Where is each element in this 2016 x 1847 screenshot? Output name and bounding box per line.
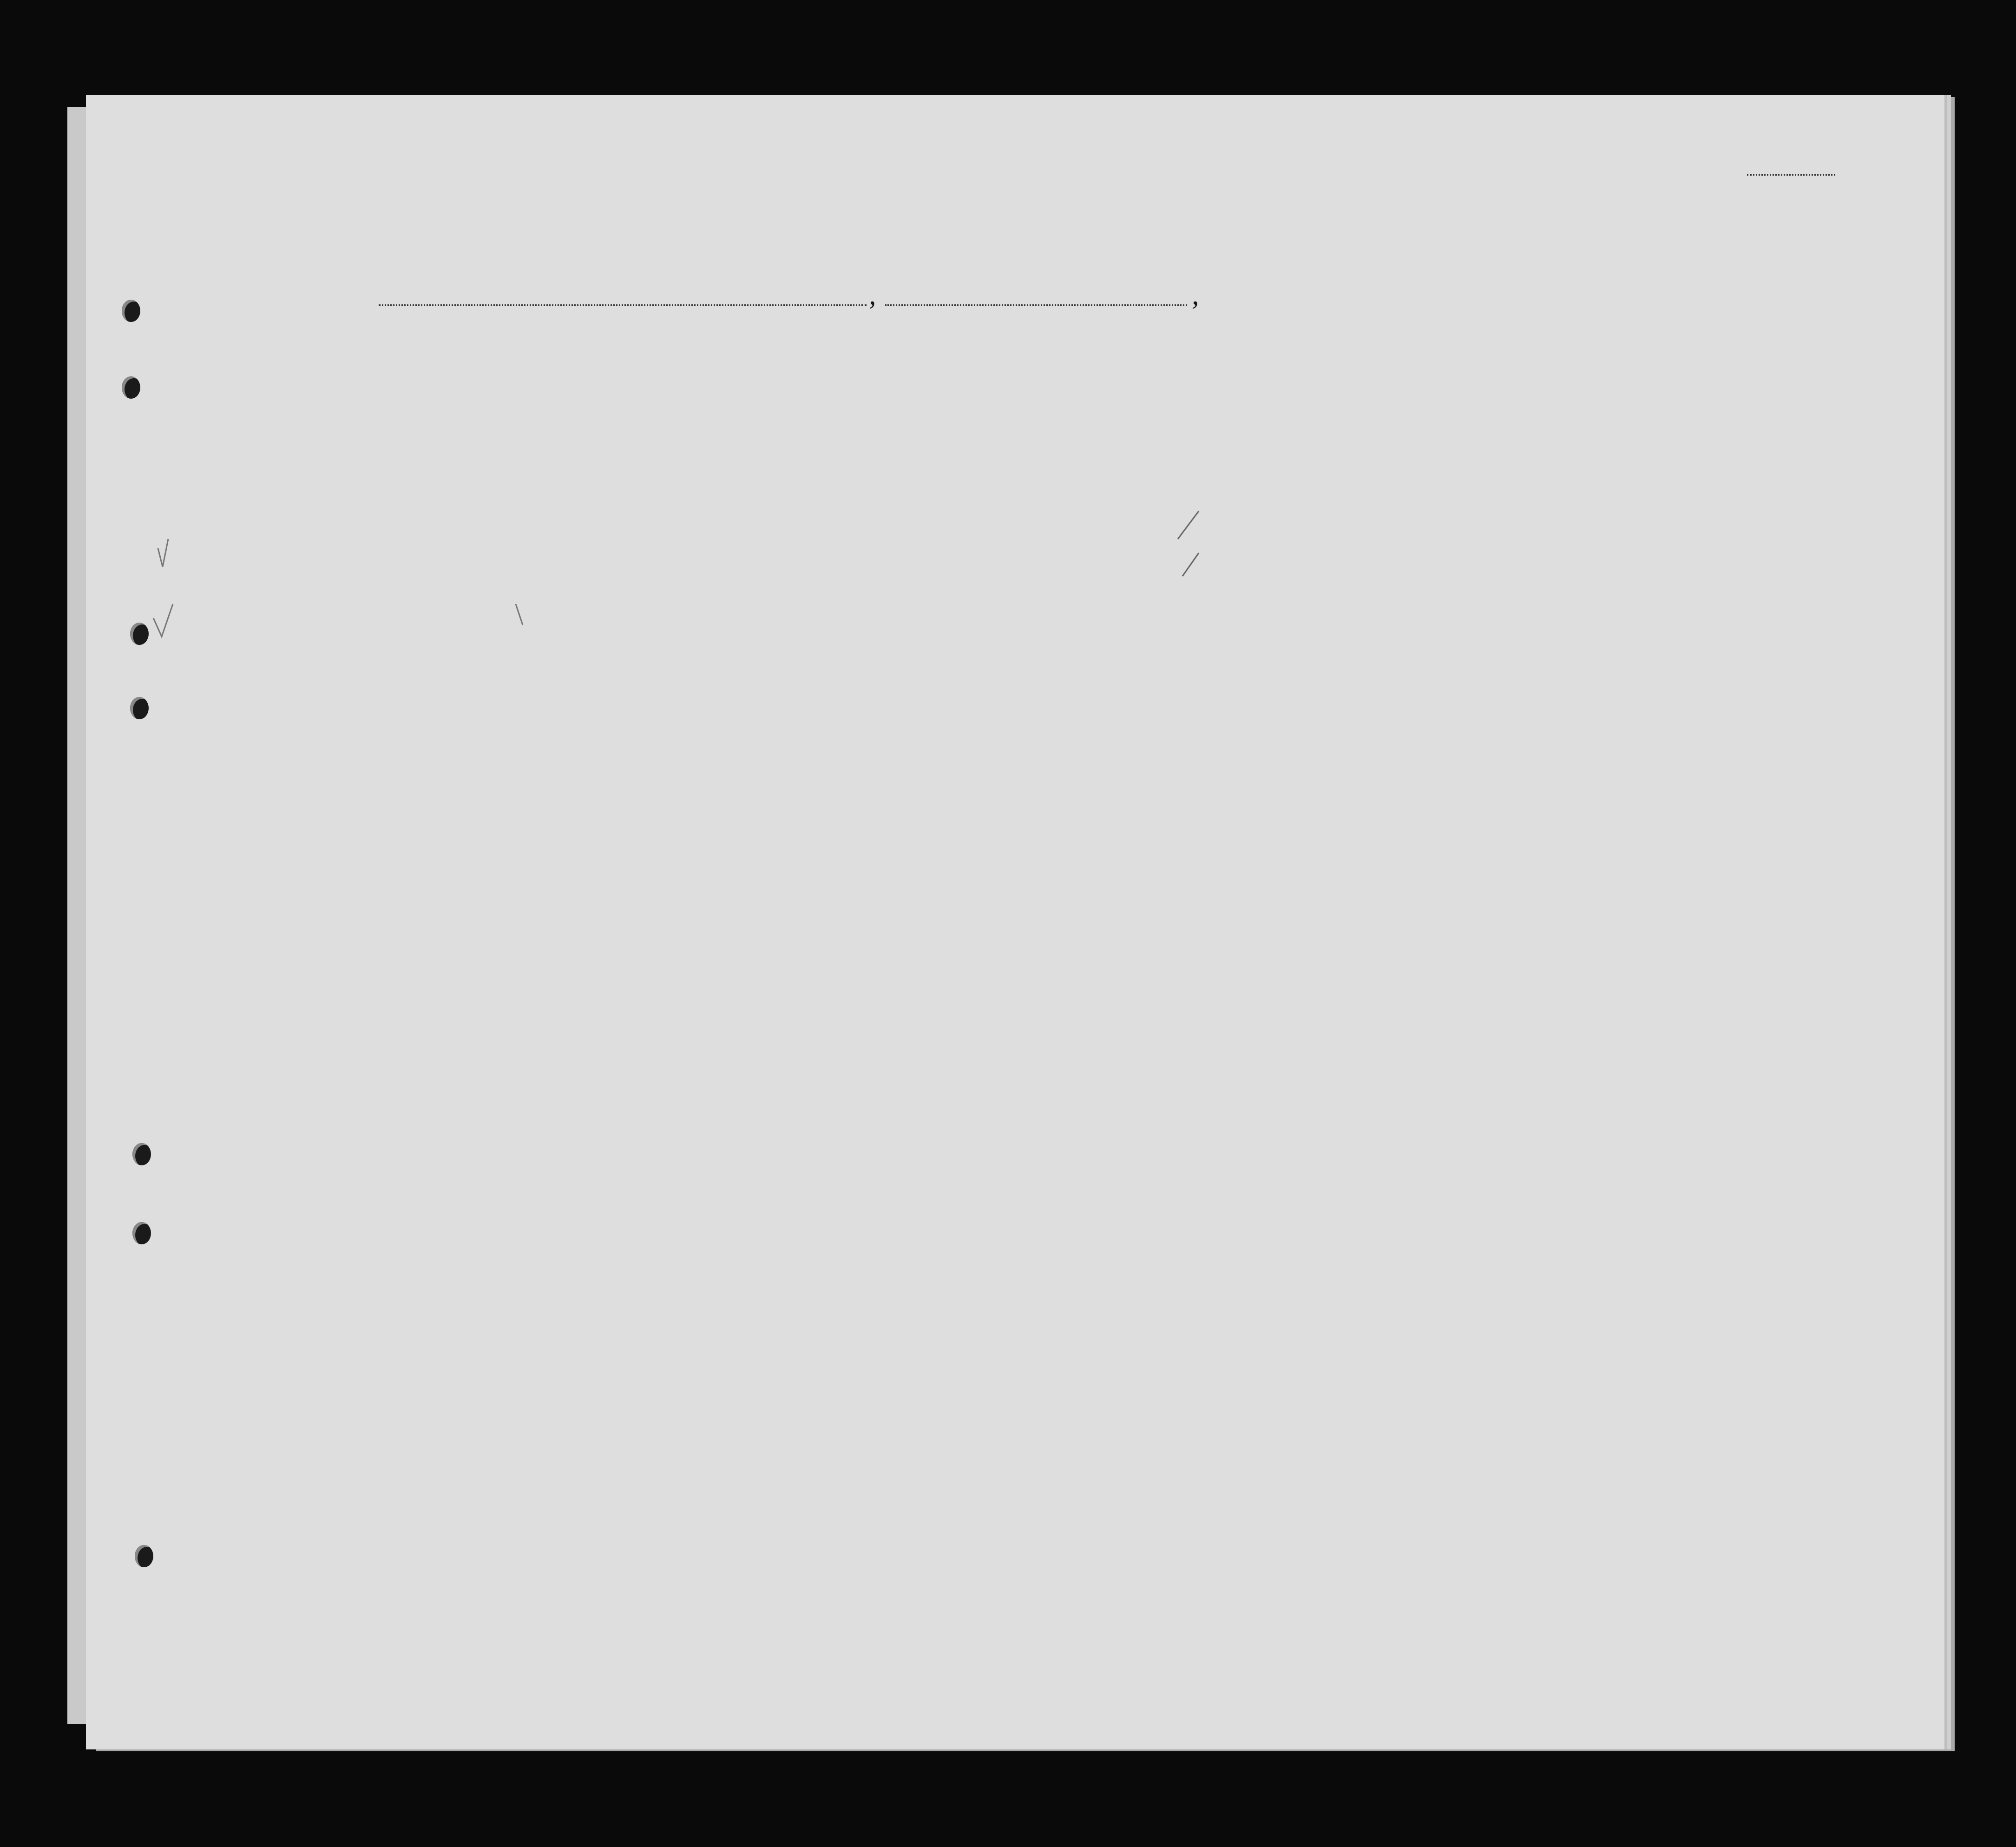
comma-separator: , (869, 279, 876, 311)
comma-separator: , (1192, 279, 1199, 311)
